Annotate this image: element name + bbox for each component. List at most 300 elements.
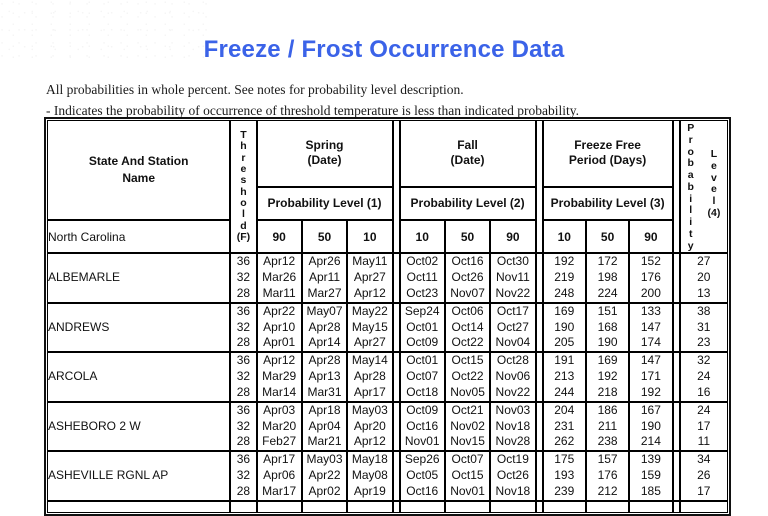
ffp-cell-2-value: 133 [640, 303, 661, 318]
fall-cell-0-value: Nov01 [404, 434, 440, 449]
threshold-cell-value: 28 [236, 483, 251, 498]
partial-cell [47, 501, 230, 513]
ffp-cell-0-value: 219 [554, 270, 575, 285]
threshold-cell-value: 28 [236, 335, 251, 350]
fall-cell-1 [445, 402, 490, 451]
threshold-cell-value: 36 [236, 452, 251, 467]
threshold-cell-value: 36 [236, 402, 251, 417]
group-separator-1 [393, 352, 400, 401]
ffp-cell-0-value: 190 [554, 319, 575, 334]
fall-cell-0 [400, 451, 445, 500]
ffp-cell-0-value: 262 [554, 434, 575, 449]
spring-cell-1-value: Apr13 [308, 369, 341, 384]
table-row-partial [47, 501, 728, 513]
prob4-cell-value: 20 [697, 270, 711, 285]
partial-cell [490, 501, 535, 513]
ffp-cell-2-value: 176 [640, 270, 661, 285]
ffp-cell-1-value: 151 [597, 303, 618, 318]
spring-cell-1-value: Apr11 [308, 270, 341, 285]
group-separator-1 [393, 120, 400, 253]
partial-cell [629, 501, 672, 513]
ffp-cell-1-value: 169 [597, 353, 618, 368]
header-row-groups [47, 120, 728, 187]
partial-cell [536, 501, 543, 513]
fall-cell-1-value: Oct15 [451, 353, 484, 368]
ffp-cell-2-value: 139 [640, 452, 661, 467]
fall-cell-1 [445, 352, 490, 401]
ffp-cell-2-value: 159 [640, 468, 661, 483]
fall-cell-0-value: Oct11 [406, 270, 438, 285]
header-ffp-50: 50 [586, 220, 629, 253]
partial-cell [230, 501, 256, 513]
threshold-cell-value: 28 [236, 384, 251, 399]
fall-cell-2-value: Nov04 [495, 335, 531, 350]
page-title: Freeze / Frost Occurrence Data [203, 36, 565, 63]
ffp-cell-2 [629, 451, 672, 500]
group-separator-3 [673, 402, 680, 451]
header-station-line2: Name [122, 170, 155, 185]
prob4-letter: i [689, 216, 693, 228]
group-separator-3 [673, 352, 680, 401]
partial-cell [257, 501, 302, 513]
spring-cell-0-value: Apr10 [263, 319, 296, 334]
prob4-cell [680, 402, 728, 451]
spring-cell-2-value: May14 [351, 353, 388, 368]
ffp-cell-0-value: 169 [554, 303, 575, 318]
prob4-letter: l [689, 204, 693, 217]
spring-cell-0-value: Feb27 [262, 434, 297, 449]
freeze-frost-table-frame [44, 117, 731, 516]
header-station-line1: State And Station [88, 154, 189, 169]
ffp-cell-1-value: 198 [597, 270, 618, 285]
table-header [47, 120, 728, 253]
ffp-cell-1-value: 218 [597, 384, 618, 399]
spring-cell-0-value: Apr12 [263, 254, 296, 269]
ffp-cell-1-value: 157 [597, 452, 618, 467]
fall-cell-1-value: Oct06 [451, 303, 484, 318]
table-body [47, 253, 728, 512]
table-row [47, 303, 728, 352]
threshold-cell [230, 451, 256, 500]
header-threshold [230, 120, 256, 253]
prob4-cell-value: 31 [697, 319, 711, 334]
ffp-cell-1-value: 190 [597, 335, 618, 350]
fall-cell-2-value: Nov06 [495, 369, 531, 384]
threshold-letter: e [240, 162, 247, 175]
fall-cell-2-value: Oct26 [496, 468, 529, 483]
fall-cell-2-value: Nov03 [495, 402, 531, 417]
fall-cell-2 [490, 303, 535, 352]
spring-cell-0 [257, 303, 302, 352]
fall-cell-2-value: Oct17 [496, 303, 529, 318]
partial-cell [673, 501, 680, 513]
threshold-letter: l [241, 208, 245, 221]
spring-cell-0-value: Mar26 [262, 270, 297, 285]
spring-cell-2-value: Apr20 [353, 418, 386, 433]
ffp-cell-0-value: 239 [554, 483, 575, 498]
fall-cell-2-value: Nov22 [495, 285, 531, 300]
ffp-cell-1 [586, 303, 629, 352]
spring-cell-1 [302, 253, 347, 302]
note-line-2: - Indicates the probability of occurrence of threshold temperature is less than indicated probability. [46, 102, 579, 118]
prob4-letter: b [687, 157, 694, 170]
partial-cell [543, 501, 586, 513]
ffp-cell-2-value: 171 [640, 369, 661, 384]
fall-cell-1-value: Nov01 [450, 483, 485, 498]
station-name-cell: ARCOLA [47, 352, 230, 401]
fall-cell-1-value: Oct15 [451, 468, 484, 483]
fall-cell-0 [400, 352, 445, 401]
ffp-cell-1 [586, 402, 629, 451]
header-ffp-90: 90 [629, 220, 672, 253]
fall-cell-1-value: Nov07 [450, 285, 485, 300]
fall-cell-0-value: Oct16 [406, 483, 439, 498]
spring-cell-0-value: Apr03 [263, 402, 296, 417]
header-ffp-sub: Period (Days) [568, 153, 647, 168]
notes-block [46, 80, 768, 122]
threshold-cell [230, 303, 256, 352]
spring-cell-2 [347, 303, 392, 352]
header-fall-10: 10 [400, 220, 445, 253]
spring-cell-1-value: Apr02 [308, 483, 341, 498]
header-spring-title: Spring [305, 138, 344, 153]
ffp-cell-0-value: 204 [554, 402, 575, 417]
table-row [47, 352, 728, 401]
group-separator-3 [673, 253, 680, 302]
spring-cell-2-value: May18 [351, 452, 388, 467]
header-station-name [47, 120, 230, 220]
ffp-cell-1 [586, 352, 629, 401]
spring-cell-0-value: Apr06 [263, 468, 296, 483]
threshold-cell-value: 28 [236, 434, 251, 449]
fall-cell-0-value: Sep24 [404, 303, 440, 318]
prob4-cell-value: 26 [697, 468, 711, 483]
spring-cell-2-value: Apr27 [353, 270, 386, 285]
prob4-cell-value: 23 [697, 335, 711, 350]
spring-cell-0 [257, 451, 302, 500]
fall-cell-1-value: Oct26 [451, 270, 484, 285]
ffp-cell-0-value: 213 [554, 369, 575, 384]
partial-cell [393, 501, 400, 513]
threshold-cell-value: 32 [236, 270, 251, 285]
ffp-cell-2-value: 174 [640, 335, 661, 350]
fall-cell-0-value: Sep26 [404, 452, 440, 467]
fall-cell-1-value: Nov02 [450, 418, 485, 433]
header-probability-level-4 [680, 120, 728, 253]
spring-cell-0 [257, 352, 302, 401]
ffp-cell-0-value: 193 [554, 468, 575, 483]
prob4-letter: t [688, 227, 693, 240]
prob4-cell-value: 11 [697, 434, 711, 449]
fall-cell-0-value: Oct09 [406, 335, 439, 350]
spring-cell-1-value: Apr28 [308, 319, 341, 334]
spring-cell-2-value: May15 [351, 319, 388, 334]
spring-cell-1 [302, 303, 347, 352]
ffp-cell-0 [543, 253, 586, 302]
threshold-cell [230, 402, 256, 451]
ffp-cell-1-value: 224 [597, 285, 618, 300]
group-separator-2 [536, 303, 543, 352]
note-line-1: All probabilities in whole percent. See notes for probability level description. [46, 82, 464, 97]
spring-cell-1-value: Mar27 [307, 285, 342, 300]
fall-cell-2-value: Oct27 [496, 319, 529, 334]
spring-cell-0 [257, 402, 302, 451]
spring-cell-1 [302, 352, 347, 401]
fall-cell-2 [490, 352, 535, 401]
spring-cell-1-value: Apr18 [308, 402, 341, 417]
prob4-cell-value: 27 [697, 254, 711, 269]
fall-cell-0-value: Oct07 [406, 369, 439, 384]
prob4-cell [680, 352, 728, 401]
threshold-letter: r [241, 151, 246, 164]
header-fall-title: Fall [457, 138, 478, 153]
header-fall-group [400, 120, 536, 187]
threshold-letter: (F) [236, 230, 251, 243]
partial-cell [302, 501, 347, 513]
threshold-cell-value: 36 [236, 254, 251, 269]
threshold-cell-value: 32 [236, 468, 251, 483]
fall-cell-1 [445, 303, 490, 352]
spring-cell-2-value: Apr28 [353, 369, 386, 384]
prob4-letter: L [710, 148, 718, 160]
fall-cell-1-value: Oct07 [451, 452, 484, 467]
threshold-cell-value: 32 [236, 319, 251, 334]
prob4-letter: (4) [707, 206, 721, 219]
ffp-cell-1-value: 192 [597, 369, 618, 384]
spring-cell-2 [347, 352, 392, 401]
fall-cell-2-value: Nov18 [495, 418, 531, 433]
spring-cell-0-value: Mar20 [262, 418, 297, 433]
header-fall-90: 90 [490, 220, 535, 253]
spring-cell-0-value: Mar17 [262, 483, 297, 498]
prob4-letter: P [687, 122, 695, 134]
threshold-letter: h [240, 140, 247, 153]
prob4-letter: l [712, 195, 716, 207]
table-row [47, 253, 728, 302]
table-row [47, 451, 728, 500]
fall-cell-2-value: Nov28 [495, 434, 531, 449]
prob4-cell [680, 303, 728, 352]
station-name-cell: ASHEBORO 2 W [47, 402, 230, 451]
spring-cell-1 [302, 402, 347, 451]
prob4-letter: e [711, 159, 717, 172]
partial-cell [445, 501, 490, 513]
fall-cell-0-value: Oct09 [406, 402, 439, 417]
fall-cell-0-value: Oct01 [406, 353, 439, 368]
threshold-cell-value: 28 [236, 285, 251, 300]
threshold-cell-value: 32 [236, 369, 251, 384]
station-name-cell: ASHEVILLE RGNL AP [47, 451, 230, 500]
ffp-cell-2-value: 192 [640, 384, 661, 399]
ffp-cell-1-value: 211 [598, 418, 618, 433]
ffp-cell-2 [629, 352, 672, 401]
group-separator-2 [536, 451, 543, 500]
prob4-cell [680, 253, 728, 302]
ffp-cell-2-value: 185 [640, 483, 661, 498]
fall-cell-1-value: Nov05 [450, 384, 485, 399]
prob4-letter: y [687, 239, 694, 252]
spring-cell-1-value: Mar31 [307, 384, 342, 399]
ffp-cell-0-value: 175 [554, 452, 575, 467]
group-separator-3 [673, 303, 680, 352]
fall-cell-0 [400, 303, 445, 352]
ffp-cell-0 [543, 352, 586, 401]
prob4-letter: b [687, 180, 694, 193]
group-separator-2 [536, 120, 543, 253]
ffp-cell-2-value: 200 [640, 285, 661, 300]
freeze-frost-table [47, 120, 728, 513]
ffp-cell-1-value: 168 [597, 319, 618, 334]
spring-cell-2-value: Apr12 [353, 285, 386, 300]
header-spring-group [257, 120, 393, 187]
group-separator-3 [673, 120, 680, 253]
spring-cell-2-value: Apr12 [353, 434, 386, 449]
ffp-cell-0 [543, 303, 586, 352]
spring-cell-0-value: Apr22 [263, 303, 296, 318]
fall-cell-2 [490, 253, 535, 302]
header-ffp-10: 10 [543, 220, 586, 253]
ffp-cell-2-value: 167 [640, 402, 661, 417]
ffp-cell-1-value: 212 [597, 483, 618, 498]
threshold-cell-value: 36 [236, 353, 251, 368]
spring-cell-0-value: Mar14 [262, 384, 297, 399]
threshold-cell [230, 253, 256, 302]
fall-cell-2 [490, 402, 535, 451]
ffp-cell-2 [629, 402, 672, 451]
fall-cell-0-value: Oct05 [406, 468, 439, 483]
threshold-cell-value: 32 [236, 418, 251, 433]
spring-cell-1-value: Apr26 [308, 254, 341, 269]
spring-cell-2-value: May22 [351, 303, 388, 318]
fall-cell-0-value: Oct18 [406, 384, 439, 399]
fall-cell-0 [400, 253, 445, 302]
prob4-cell-value: 16 [697, 384, 711, 399]
spring-cell-0-value: Apr17 [263, 452, 296, 467]
prob4-letter: i [689, 192, 693, 205]
group-separator-1 [393, 402, 400, 451]
ffp-cell-2-value: 147 [640, 319, 661, 334]
prob4-letter: r [688, 133, 693, 146]
threshold-letter: T [240, 128, 247, 141]
fall-cell-1-value: Oct14 [451, 319, 484, 334]
group-separator-1 [393, 451, 400, 500]
station-name-cell: ALBEMARLE [47, 253, 230, 302]
spring-cell-0-value: Mar29 [262, 369, 297, 384]
header-threshold-vertical [231, 130, 255, 243]
prob4-cell-value: 17 [697, 418, 711, 433]
fall-cell-2 [490, 451, 535, 500]
spring-cell-2-value: May08 [351, 468, 388, 483]
header-prob-level-3: Probability Level (3) [543, 187, 673, 220]
ffp-cell-0-value: 192 [554, 254, 575, 269]
header-fall-50: 50 [445, 220, 490, 253]
spring-cell-0-value: Apr01 [263, 335, 296, 350]
ffp-cell-2-value: 190 [640, 418, 661, 433]
spring-cell-1-value: May03 [306, 452, 343, 467]
ffp-cell-2-value: 152 [640, 254, 661, 269]
header-fall-sub: (Date) [450, 153, 485, 168]
spring-cell-1-value: Apr14 [308, 335, 341, 350]
header-prob4-vertical [681, 121, 727, 252]
spring-cell-2-value: May11 [352, 254, 388, 269]
fall-cell-0-value: Oct23 [406, 285, 439, 300]
fall-cell-2-value: Oct30 [496, 254, 529, 269]
spring-cell-2-value: Apr17 [353, 384, 386, 399]
prob4-cell-value: 24 [697, 369, 711, 384]
spring-cell-0-value: Apr12 [263, 353, 296, 368]
ffp-cell-2-value: 214 [640, 434, 661, 449]
prob4-letter: a [687, 169, 694, 181]
header-spring-90: 90 [257, 220, 302, 253]
spring-cell-1-value: Apr28 [308, 353, 341, 368]
prob4-cell-value: 34 [697, 452, 711, 467]
prob4-cell [680, 451, 728, 500]
fall-cell-2-value: Nov22 [495, 384, 531, 399]
fall-cell-2-value: Oct19 [496, 452, 529, 467]
ffp-cell-1-value: 186 [597, 402, 618, 417]
spring-cell-1-value: Apr22 [308, 468, 341, 483]
spring-cell-0 [257, 253, 302, 302]
prob4-letter: o [687, 145, 694, 158]
header-spring-sub: (Date) [307, 153, 342, 168]
group-separator-2 [536, 352, 543, 401]
ffp-cell-0 [543, 402, 586, 451]
fall-cell-1 [445, 253, 490, 302]
header-spring-10: 10 [347, 220, 392, 253]
spring-cell-2 [347, 451, 392, 500]
spring-cell-2 [347, 253, 392, 302]
ffp-cell-0-value: 231 [554, 418, 575, 433]
ffp-cell-2 [629, 253, 672, 302]
fall-cell-1-value: Oct21 [451, 402, 484, 417]
spring-cell-1 [302, 451, 347, 500]
fall-cell-0 [400, 402, 445, 451]
ffp-cell-0 [543, 451, 586, 500]
header-prob-level-1: Probability Level (1) [257, 187, 393, 220]
fall-cell-1-value: Oct22 [451, 369, 484, 384]
ffp-cell-1-value: 176 [597, 468, 618, 483]
fall-cell-0-value: Oct01 [406, 319, 439, 334]
fall-cell-2-value: Nov11 [495, 270, 530, 285]
partial-cell [586, 501, 629, 513]
prob4-cell-value: 13 [697, 285, 711, 300]
group-separator-1 [393, 253, 400, 302]
fall-cell-1-value: Oct16 [451, 254, 484, 269]
spring-cell-2 [347, 402, 392, 451]
ffp-cell-0-value: 244 [554, 384, 575, 399]
fall-cell-1-value: Oct22 [451, 335, 484, 350]
partial-cell [680, 501, 728, 513]
header-prob4-word-level [708, 123, 721, 220]
header-prob4-word-probability [687, 123, 694, 252]
header-ffp-title: Freeze Free [574, 138, 641, 153]
group-separator-3 [673, 451, 680, 500]
spring-cell-0-value: Mar11 [262, 285, 296, 300]
spring-cell-2-value: May03 [351, 402, 388, 417]
prob4-cell-value: 38 [697, 303, 711, 318]
threshold-letter: s [240, 174, 247, 187]
ffp-cell-1-value: 238 [597, 434, 618, 449]
header-spring-50: 50 [302, 220, 347, 253]
spring-cell-1-value: Apr04 [308, 418, 341, 433]
spring-cell-2-value: Apr27 [353, 335, 386, 350]
spring-cell-1-value: May07 [306, 303, 343, 318]
ffp-cell-0-value: 191 [554, 353, 575, 368]
fall-cell-0-value: Oct16 [406, 418, 439, 433]
prob4-cell-value: 32 [697, 353, 711, 368]
threshold-letter: o [240, 196, 247, 209]
prob4-cell-value: 17 [697, 483, 711, 498]
